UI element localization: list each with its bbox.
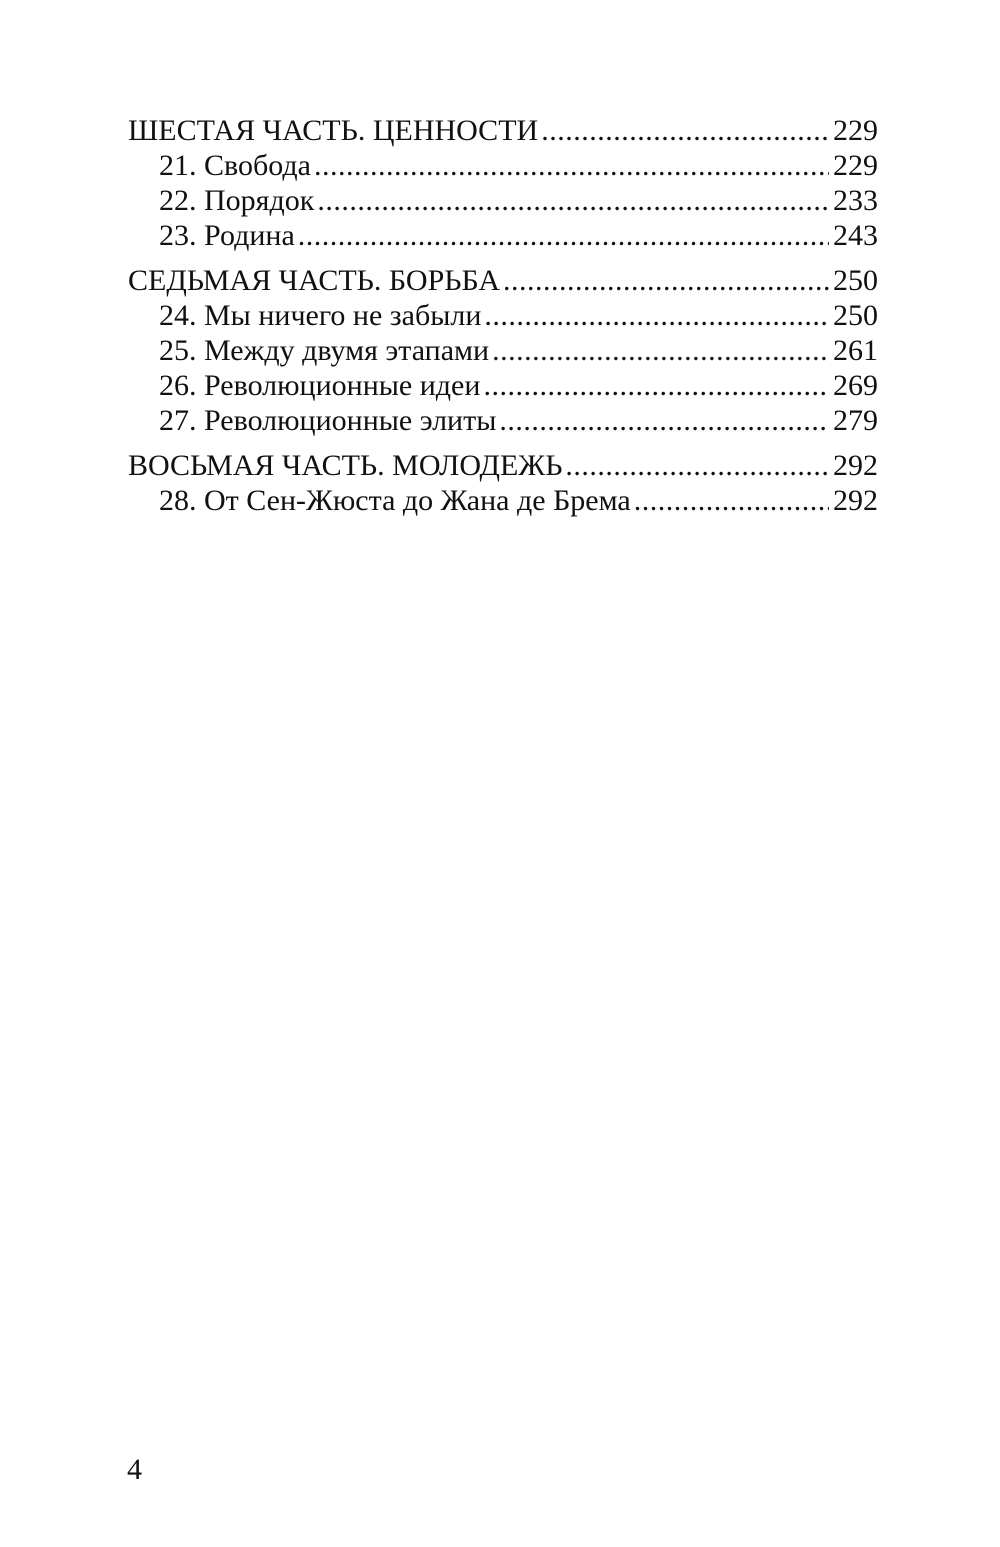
toc-page-number: 243 bbox=[833, 219, 878, 252]
toc-section-six bbox=[128, 113, 878, 253]
toc-page-number: 233 bbox=[833, 184, 878, 217]
toc-chapter-title: 21. Свобода bbox=[159, 149, 311, 182]
toc-chapter-entry bbox=[128, 218, 878, 253]
toc-chapter-entry bbox=[128, 483, 878, 518]
page-number: 4 bbox=[127, 1453, 142, 1486]
dot-leader bbox=[634, 483, 829, 518]
dot-leader bbox=[503, 263, 829, 298]
toc-page-number: 229 bbox=[833, 114, 878, 147]
toc-section-eight bbox=[128, 448, 878, 518]
toc-chapter-title: 28. От Сен-Жюста до Жана де Брема bbox=[159, 484, 631, 517]
dot-leader bbox=[317, 183, 829, 218]
toc-part-title: СЕДЬМАЯ ЧАСТЬ. БОРЬБА bbox=[128, 264, 500, 297]
toc-page-number: 250 bbox=[833, 264, 878, 297]
toc-chapter-title: 24. Мы ничего не забыли bbox=[159, 299, 482, 332]
toc-chapter-title: 25. Между двумя этапами bbox=[159, 334, 490, 367]
toc-page-number: 269 bbox=[833, 369, 878, 402]
toc-page-number: 250 bbox=[833, 299, 878, 332]
toc-chapter-entry bbox=[128, 403, 878, 438]
dot-leader bbox=[483, 368, 829, 403]
dot-leader bbox=[541, 113, 829, 148]
dot-leader bbox=[499, 403, 829, 438]
toc-chapter-entry bbox=[128, 368, 878, 403]
toc-chapter-entry bbox=[128, 333, 878, 368]
toc-page-number: 279 bbox=[833, 404, 878, 437]
dot-leader bbox=[565, 448, 829, 483]
toc-part-entry bbox=[128, 113, 878, 148]
toc-chapter-title: 26. Революционные идеи bbox=[159, 369, 481, 402]
toc-part-title: ШЕСТАЯ ЧАСТЬ. ЦЕННОСТИ bbox=[128, 114, 539, 147]
toc-chapter-title: 23. Родина bbox=[159, 219, 295, 252]
dot-leader bbox=[314, 148, 829, 183]
toc-chapter-title: 27. Революционные элиты bbox=[159, 404, 497, 437]
toc-chapter-title: 22. Порядок bbox=[159, 184, 315, 217]
toc-chapter-entry bbox=[128, 148, 878, 183]
toc-chapter-entry bbox=[128, 183, 878, 218]
toc-page-number: 292 bbox=[833, 449, 878, 482]
dot-leader bbox=[298, 218, 829, 253]
toc-part-entry bbox=[128, 448, 878, 483]
dot-leader bbox=[484, 298, 829, 333]
toc-part-entry bbox=[128, 263, 878, 298]
toc-chapter-entry bbox=[128, 298, 878, 333]
toc-page-number: 261 bbox=[833, 334, 878, 367]
toc-section-seven bbox=[128, 263, 878, 438]
dot-leader bbox=[492, 333, 829, 368]
toc-page-number: 229 bbox=[833, 149, 878, 182]
toc-part-title: ВОСЬМАЯ ЧАСТЬ. МОЛОДЕЖЬ bbox=[128, 449, 563, 482]
table-of-contents bbox=[128, 113, 878, 528]
toc-page-number: 292 bbox=[833, 484, 878, 517]
